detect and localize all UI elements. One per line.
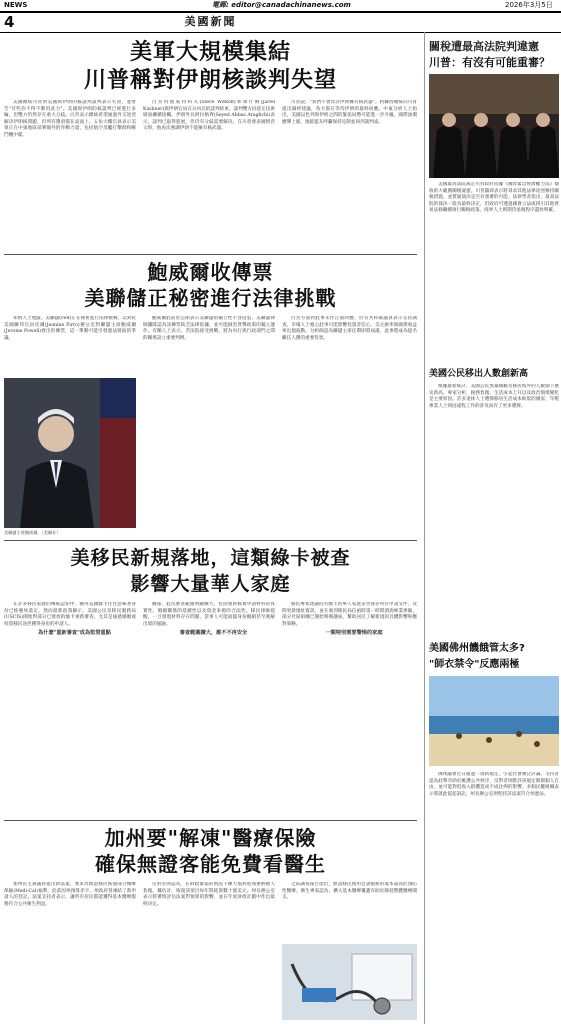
date: 2026年3月5日 bbox=[505, 1, 553, 9]
article3-col3: 移民專家建議持有綠卡的華人家庭妥善保存所有申請文件，及時更新地址資訊，並在收到移民局信函時第一時間諮詢專業律師。部分社區組織已開始舉辦講座，幫助居民了解新規的具體影響和應對策略。 一類特別需要警惕的家庭 bbox=[282, 602, 417, 637]
article3-headline-line2: 影響大量華人家庭 bbox=[130, 573, 291, 595]
article4-headline-line1: 加州要"解凍"醫療保險 bbox=[104, 826, 317, 850]
article1-headline-line2: 川普稱對伊朗核談判失望 bbox=[83, 68, 337, 93]
article2-col2: 鮑威爾此前曾公開表示美聯儲的獨立性不容侵犯。美聯儲律師團隊認為該傳票缺乏法律依據，並可能損害貨幣政策的獨立運作。有關人士表示，若法院接受挑戰，將為央行與行政部門之間的關係設立重要判例。 bbox=[143, 316, 275, 341]
article1-col2: 白宮特使威特科夫(Steve Witkoff)和庫什納(Jared Kushner)與伊朗官員在日內瓦的談判結束，談判雙方同意在技術層面繼續接觸。伊朗外長阿拉格齊(Seyed Abbas Araghchi)表示，談判已取得進展，但仍有分歧需要解決。在川普發表國情咨文時，他再次強調伊朗不能擁有核武器。 bbox=[143, 100, 275, 132]
subhead-1: 為什麼"重新審查"成為監管重點 bbox=[38, 630, 111, 637]
article4-col3: 之前調查報告指出，無證移民使用急診服務的成本遠高於預防性醫療。衛生專家認為，擴大基本醫療覆蓋有助於降低整體醫療開支。 bbox=[282, 882, 417, 901]
rail3-headline-line1: 美國佛州饑餓管太多? bbox=[429, 643, 525, 654]
divider bbox=[4, 540, 417, 541]
rail1-headline-line2: 川普：有沒有可能重審？ bbox=[429, 56, 550, 69]
article2-col3: 白宮方面對此事未作正面回應，但有共和黨議員表示支持調查。市場人士擔心此事可能影響投資者信心，美元匯率與國債收益率出現波動。分析師認為聯儲主席任期即將屆滿，此事將成為提名繼任人選的重要背景。 bbox=[282, 316, 417, 341]
rail3-body: 佛州議會近日通過一項新規定，引起社會廣泛討論。支持者認為此舉有助於維護公共秩序，反對者則批評該規定限制個人自由，並可能對低收入群體造成不成比例的影響。多個民權組織表示將就此提起訴訟，州長辦公室則堅持該法案符合州憲法。 bbox=[429, 772, 559, 797]
stethoscope-photo-art bbox=[282, 944, 417, 1020]
email-line: 電郵: editor@canadachinanews.com bbox=[212, 1, 351, 9]
top-bar bbox=[0, 0, 561, 11]
rail1-body: 美國最高法院裁定川普政府依據《國際緊急經濟權力法》徵收的大範圍關稅違憲。川普隨即表示將尋求其他法律途徑維持關稅措施，並質疑裁決是否有重審的可能。法律學者指出，最高法院的裁決一般為最終決定，但政府可透過國會立法或援引其他貿易法條繼續推行關稅政策。商界人士則期待退稅程序盡快明確。 bbox=[429, 182, 559, 214]
article3-col2: 據報，此次審查範圍明顯擴大，包括重新核實申請材料的真實性、婚姻關係的延續性以及資金來源的合法性。移民律師提醒，一旦發現材料存在問題，當事人可能面臨身份撤銷甚至遞解出境的風險。 審查範圍擴大，誰不不再安全 bbox=[143, 602, 275, 637]
divider bbox=[4, 820, 417, 821]
powell-photo-caption: 美聯儲主席鮑威爾。（美聯社） bbox=[4, 530, 61, 535]
main-content bbox=[0, 32, 421, 1024]
stethoscope-photo bbox=[282, 944, 417, 1020]
article2-col1: 知情人士透露，美聯儲(Fed)正在秘密進行法律挑戰，以對抗美國聯邦官員皮爾(Jeanine Pirro)辦公室對聯儲主席鮑威爾(Jerome Powell)發出的傳票，這一舉動可能引發憲法層面的爭議。 bbox=[4, 316, 136, 341]
powell-photo bbox=[4, 378, 136, 528]
article4-col1: 加州民主黨議員提出新法案，要求為無證移民恢復部分醫療保險(Medi-Cal)福利。此前因州預算赤字，州政府曾凍結了新申請人的登記。法案支持者表示，讓所有居民都能獲得基本醫療服務符合公共衛生利益。 bbox=[4, 882, 136, 907]
rail3-headline-line2: "師衣禁令"反應兩極 bbox=[429, 659, 520, 670]
powell-photo-art bbox=[4, 378, 136, 528]
page-number: 4 bbox=[4, 13, 15, 31]
article4-headline-line2: 確保無證客能免費看醫生 bbox=[95, 852, 326, 876]
article1-col1: 美國總統川普對美國與伊朗的核談判談判表示失望，並警告"有些你不得不動用武力"。美國與伊朗的核談判已經進行多輪，但雙方仍然存在重大分歧。白宮表示總統希望通過外交途徑解決伊朗核問題，但所有選項都在桌面上。五角大樓官員表示美軍正在中東地區部署額外的作戰力量，包括航空母艦打擊群和戰鬥機中隊。 bbox=[4, 100, 136, 138]
article1-headline-line1: 美軍大規模集結 bbox=[129, 40, 291, 65]
rail1-headline-line1: 關稅遭最高法院判違憲 bbox=[429, 40, 539, 53]
article2-headline-line2: 美聯儲正秘密進行法律挑戰 bbox=[84, 286, 337, 310]
subhead-2: 審查範圍擴大，誰不不再安全 bbox=[179, 630, 248, 637]
subhead-3: 一類特別需要警惕的家庭 bbox=[325, 630, 383, 637]
section-header bbox=[0, 11, 561, 33]
justices-photo-art bbox=[429, 74, 559, 178]
right-rail bbox=[424, 32, 561, 1024]
rail2-headline: 美國公民移出人數創新高 bbox=[429, 369, 529, 379]
article1-col3: 川普說，"我們不會容許伊朗擁有核武器"。阿聯酋總統向川普提出調停建議，各方都在等待伊朗的最終回應。中東分析人士指出，美國以色列與伊朗之間的緊張局勢可能進一步升級，國際油價應聲上漲，地區盟友呼籲保持克制並回到談判桌。 bbox=[282, 100, 417, 125]
beach-photo-art bbox=[429, 676, 559, 766]
section-tag: NEWS bbox=[4, 1, 28, 9]
article4-col2: 反對者則認為，在財政緊張的情況下擴大福利將加重納稅人負擔。據估計，恢復該項目每年將耗資數十億美元。州長辦公室表示將審慎評估法案對預算的影響，並在年度財政計劃中作出最終決定。 bbox=[143, 882, 275, 907]
divider bbox=[4, 254, 417, 255]
rail3-photo bbox=[429, 676, 559, 766]
article3-col1: 在許多移民家庭的傳統認知中，獲得美國綠卡往往意味著身份已經塵埃落定。然而最新政策顯示，美國公民及移民服務局(USCIS)開始對部分已發放的綠卡重新審查，尤其是通過婚姻或投資移民途徑獲得身份的申請人。 為什麼"重新審查"成為監管重點 bbox=[4, 602, 136, 637]
article2-headline-line1: 鮑威爾收傳票 bbox=[147, 260, 274, 284]
rail2-body: 根據最新統計，美國公民放棄國籍及移居海外的人數創下歷史新高。專家分析，稅務負擔、生活成本上升以及政治環境變化是主要原因。許多退休人士選擇移居生活成本較低的國家，年輕專業人士則因遠程工作的普及而有了更多選擇。 bbox=[429, 384, 559, 409]
rail1-photo bbox=[429, 74, 559, 178]
article3-headline-line1: 美移民新規落地，這類綠卡被查 bbox=[70, 547, 351, 569]
section-title: 美國新聞 bbox=[184, 15, 237, 28]
